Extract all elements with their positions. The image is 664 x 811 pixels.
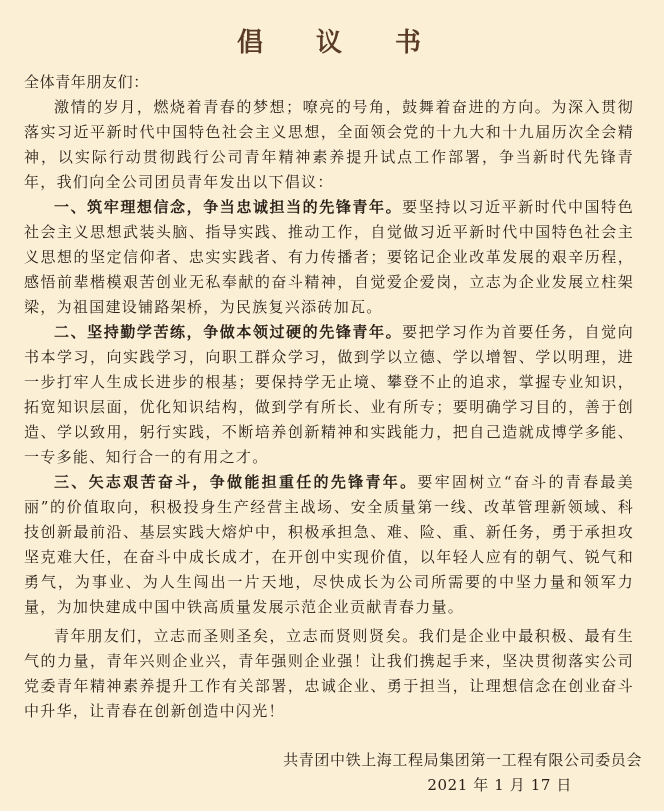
signature-date: 2021 年 1 月 17 日 xyxy=(427,776,572,794)
section-paragraph-2 xyxy=(24,320,634,470)
section-paragraph-1 xyxy=(24,195,634,320)
section-body-1: 要坚持以习近平新时代中国特色社会主义思想武装头脑、指导实践、推动工作，自觉做习近平新时代中国特色社会主义思想的坚定信仰者、忠实实践者、有力传播者；要铭记企业改革发展的艰辛历程，感悟前辈楷模艰苦创业无私奉献的奋斗精神，自觉爱企爱岗，立志为企业发展立柱架梁，为祖国建设铺路架桥，为民族复兴添砖加瓦。 xyxy=(24,198,634,316)
section-heading-1: 一、筑牢理想信念，争当忠诚担当的先锋青年。 xyxy=(54,198,403,216)
section-body-2: 要把学习作为首要任务，自觉向书本学习，向实践学习，向职工群众学习，做到学以立德、学以增智、学以明理，进一步打牢人生成长进步的根基；要保持学无止境、攀登不止的追求，掌握专业知识，拓宽知识层面，优化知识结构，做到学有所长、业有所专；要明确学习目的，善于创造、学以致用，躬行实践，不断培养创新精神和实践能力，把自己造就成博学多能、一专多能、知行合一的有用之才。 xyxy=(24,323,634,466)
closing-paragraph: 青年朋友们，立志而圣则圣矣，立志而贤则贤矣。我们是企业中最积极、最有生气的力量，青年兴则企业兴，青年强则企业强！让我们携起手来，坚决贯彻落实公司党委青年精神素养提升工作有关部署，忠诚企业、勇于担当，让理想信念在创业奋斗中升华，让青春在创新创造中闪光！ xyxy=(24,627,634,720)
document-title: 倡 议 书 xyxy=(236,28,444,58)
section-body-3: 要牢固树立“奋斗的青春最美丽”的价值取向，积极投身生产经营主战场、安全质量第一线、改革管理新领域、科技创新最前沿、基层实践大熔炉中，积极承担急、难、险、重、新任务，勇于承担攻坚克难大任，在奋斗中成长成才，在开创中实现价值，以年轻人应有的朝气、锐气和勇气，为事业、为人生闯出一片天地，尽快成长为公司所需要的中坚力量和领军力量，为加快建成中国中铁高质量发展示范企业贡献青春力量。 xyxy=(24,473,634,616)
section-heading-3: 三、矢志艰苦奋斗，争做能担重任的先锋青年。 xyxy=(54,473,418,491)
salutation: 全体青年朋友们： xyxy=(24,73,149,91)
signature-organization: 共青团中铁上海工程局集团第一工程有限公司委员会 xyxy=(283,751,642,769)
section-paragraph-3 xyxy=(24,470,634,620)
signature-block xyxy=(283,748,642,798)
section-heading-2: 二、坚持勤学苦练，争做本领过硬的先锋青年。 xyxy=(54,323,403,341)
intro-paragraph: 激情的岁月，燃烧着青春的梦想；嘹亮的号角，鼓舞着奋进的方向。为深入贯彻落实习近平新时代中国特色社会主义思想，全面领会党的十九大和十九届历次全会精神，以实际行动贯彻践行公司青年精神素养提升试点工作部署，争当新时代先锋青年，我们向全公司团员青年发出以下倡议： xyxy=(24,98,634,191)
